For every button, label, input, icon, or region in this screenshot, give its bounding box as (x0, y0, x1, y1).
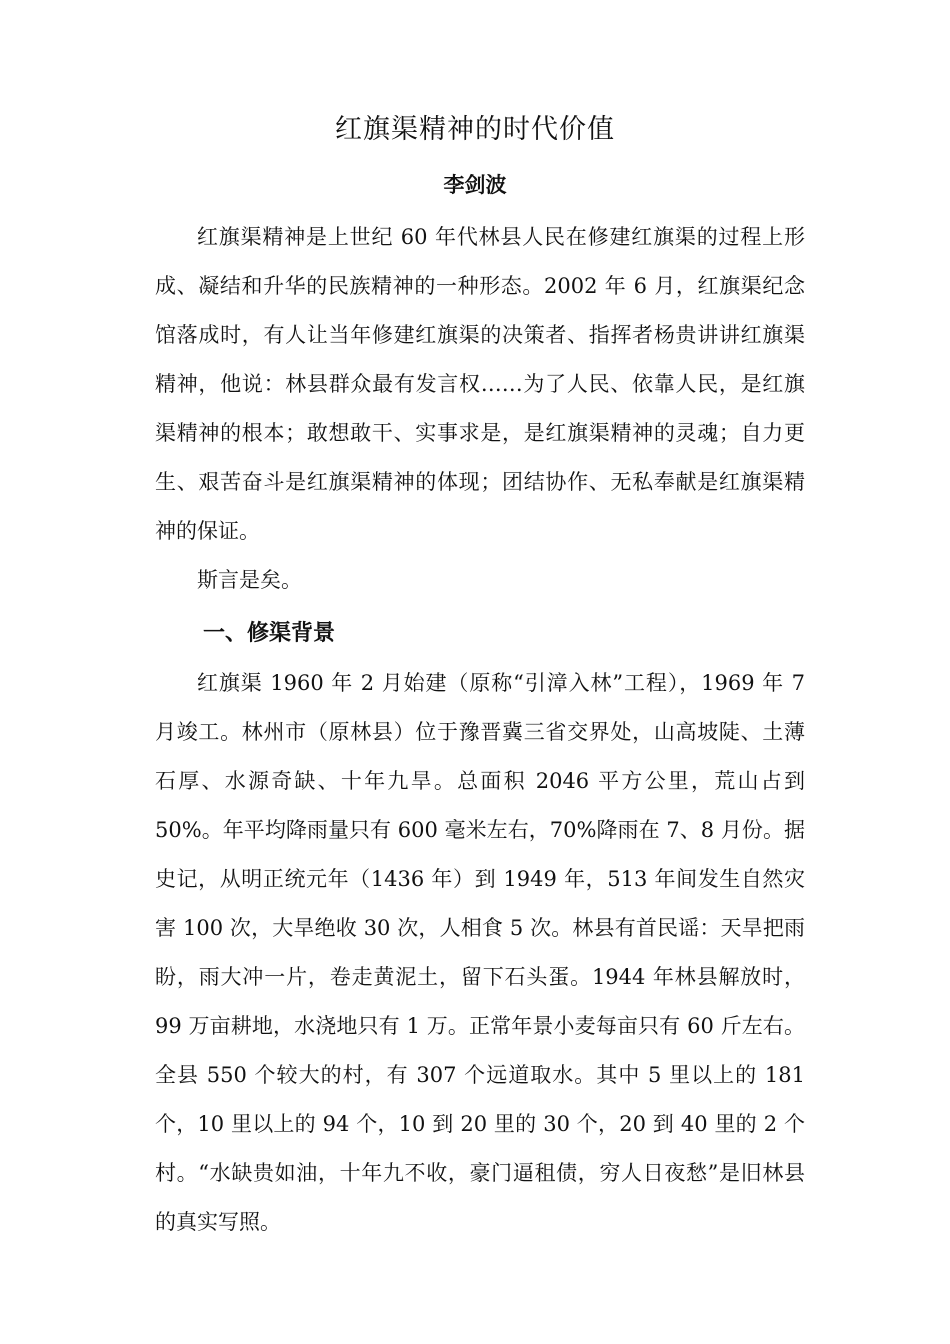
author-name: 李剑波 (443, 173, 507, 197)
paragraph-background: 红旗渠 1960 年 2 月始建（原称“引漳入林”工程），1969 年 7 月竣工。林州市（原林县）位于豫晋冀三省交界处，山高坡陡、土薄石厚、水源奇缺、十年九旱。总面积 2046 平方公里，荒山占到 50%。年平均降雨量只有 600 毫米左右，70%降雨在 7、8 月份。据史记，从明正统元年（1436 年）到 1949 年，513 年间发生自然灾害 100 次，大旱绝收 30 次，人相食 5 次。林县有首民谣：天旱把雨盼，雨大冲一片，卷走黄泥土，留下石头蛋。1944 年林县解放时，99 万亩耕地，水浇地只有 1 万。正常年景小麦每亩只有 60 斤左右。全县 550 个较大的村，有 307 个远道取水。其中 5 里以上的 181 个，10 里以上的 94 个，10 到 20 里的 30 个，20 到 40 里的 2 个村。“水缺贵如油，十年九不收，豪门逼租债，穷人日夜愁”是旧林县的真实写照。 (155, 671, 805, 1234)
document-title: 红旗渠精神的时代价值 (335, 114, 615, 145)
paragraph-remark: 斯言是矣。 (197, 568, 302, 592)
section-heading: 一、修渠背景 (203, 621, 336, 646)
paragraph-intro: 红旗渠精神是上世纪 60 年代林县人民在修建红旗渠的过程上形成、凝结和升华的民族精神的一种形态。2002 年 6 月，红旗渠纪念馆落成时，有人让当年修建红旗渠的决策者、指挥者杨贵讲讲红旗渠精神，他说：林县群众最有发言权……为了人民、依靠人民，是红旗渠精神的根本；敢想敢干、实事求是，是红旗渠精神的灵魂；自力更生、艰苦奋斗是红旗渠精神的体现；团结协作、无私奉献是红旗渠精神的保证。 (155, 225, 805, 543)
